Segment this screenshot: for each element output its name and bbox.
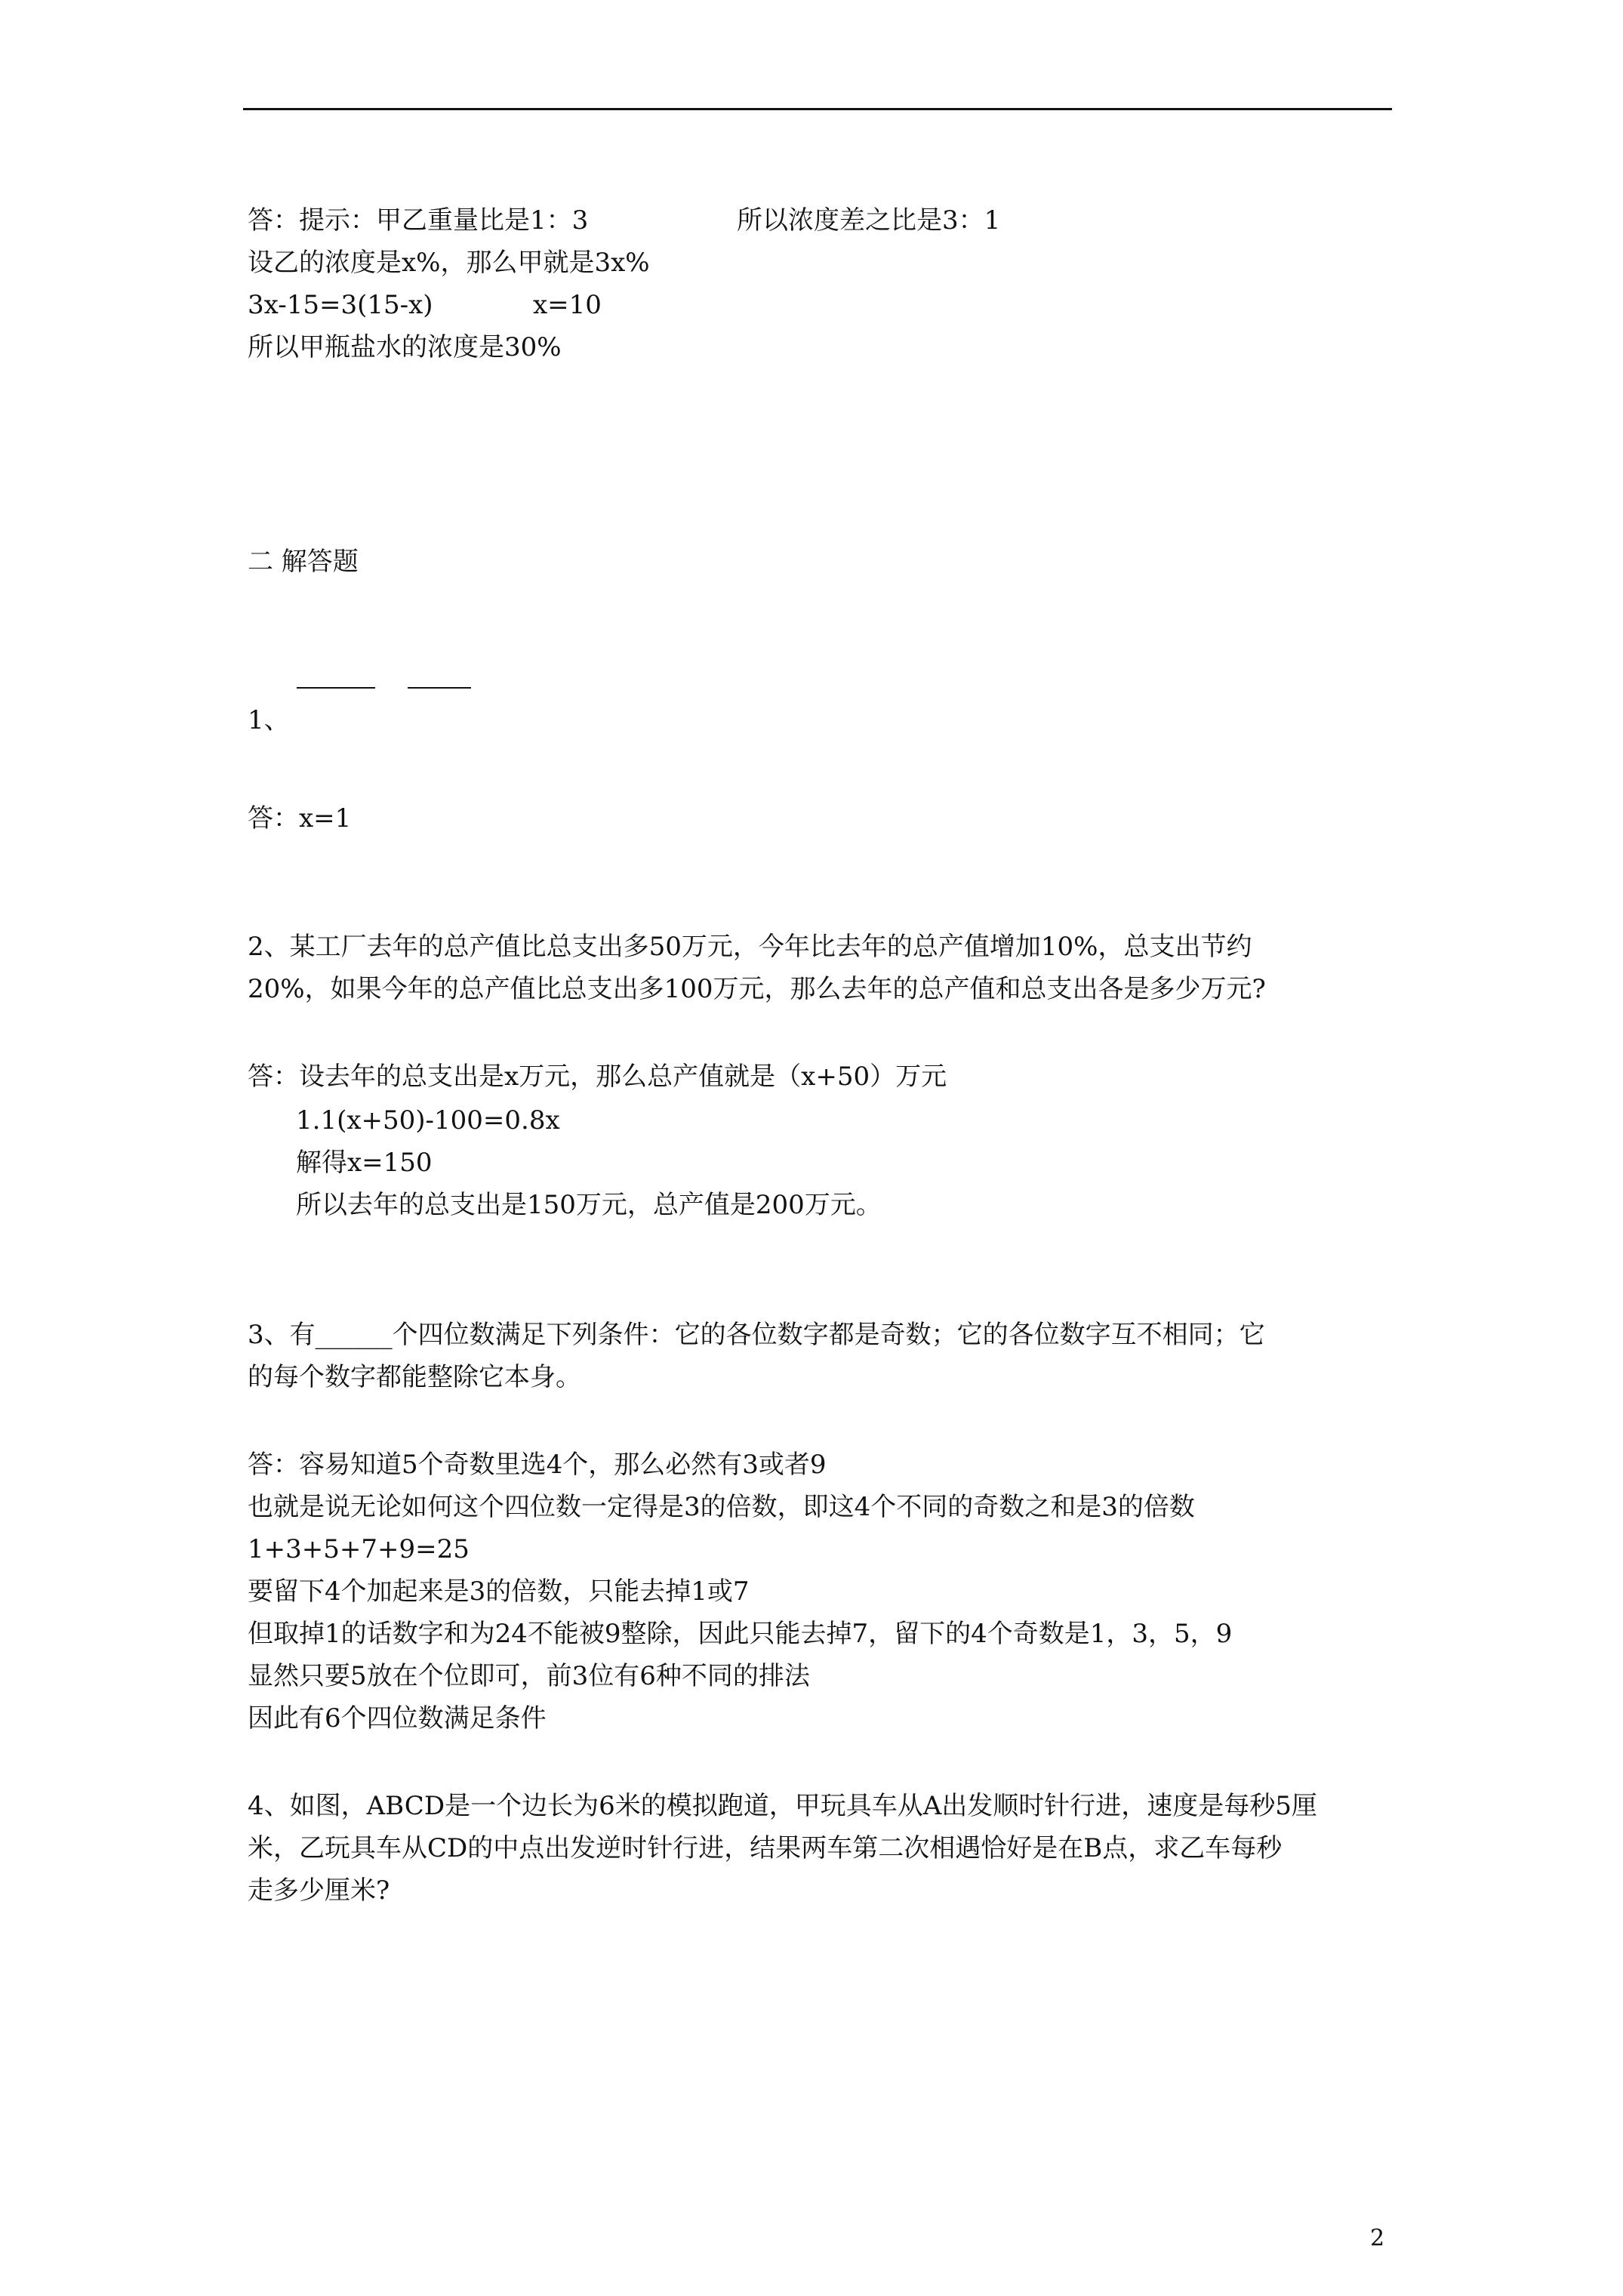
prev-answer-line-1b: 所以浓度差之比是3：1	[737, 205, 1001, 236]
q3-answer-line-1: 答：容易知道5个奇数里选4个，那么必然有3或者9	[248, 1450, 827, 1480]
q3-answer-line-6: 显然只要5放在个位即可，前3位有6种不同的排法	[248, 1661, 810, 1691]
header-rule	[243, 108, 1392, 110]
q4-text-line-3: 走多少厘米?	[248, 1875, 390, 1906]
q3-text-line-2: 的每个数字都能整除它本身。	[248, 1362, 581, 1392]
page-number: 2	[1370, 2225, 1385, 2251]
q1-fraction-bar-left	[297, 687, 375, 689]
q2-answer-line-4: 所以去年的总支出是150万元，总产值是200万元。	[296, 1190, 882, 1220]
q3-answer-line-7: 因此有6个四位数满足条件	[248, 1703, 547, 1734]
q3-answer-line-3: 1+3+5+7+9=25	[248, 1534, 470, 1564]
q1-answer: 答：x=1	[248, 803, 352, 834]
q4-text-line-1: 4、如图，ABCD是一个边长为6米的模拟跑道，甲玩具车从A出发顺时针行进，速度是每秒5厘	[248, 1791, 1317, 1821]
q2-text-line-2: 20%，如果今年的总产值比总支出多100万元，那么去年的总产值和总支出各是多少万元?	[248, 974, 1266, 1004]
prev-answer-line-4: 所以甲瓶盐水的浓度是30%	[248, 332, 562, 362]
prev-answer-line-1a: 答：提示：甲乙重量比是1：3	[248, 205, 589, 236]
section-title: 二 解答题	[248, 547, 359, 577]
q3-answer-line-2: 也就是说无论如何这个四位数一定得是3的倍数，即这4个不同的奇数之和是3的倍数	[248, 1492, 1195, 1522]
prev-answer-line-2: 设乙的浓度是x%，那么甲就是3x%	[248, 248, 650, 278]
q2-answer-line-1: 答：设去年的总支出是x万元，那么总产值就是（x+50）万元	[248, 1062, 947, 1092]
q3-answer-line-5: 但取掉1的话数字和为24不能被9整除，因此只能去掉7，留下的4个奇数是1，3，5，9	[248, 1619, 1233, 1649]
q1-fraction-bar-right	[408, 687, 471, 689]
q2-answer-line-3: 解得x=150	[296, 1148, 433, 1178]
q1-number: 1、	[248, 705, 290, 735]
q3-answer-line-4: 要留下4个加起来是3的倍数，只能去掉1或7	[248, 1576, 750, 1607]
q2-text-line-1: 2、某工厂去年的总产值比总支出多50万元，今年比去年的总产值增加10%，总支出节约	[248, 932, 1252, 962]
prev-answer-line-3a: 3x-15=3(15-x)	[248, 290, 433, 320]
q3-text-line-1: 3、有______个四位数满足下列条件：它的各位数字都是奇数；它的各位数字互不相同；它	[248, 1320, 1265, 1350]
prev-answer-line-3b: x=10	[533, 290, 602, 320]
q2-answer-line-2: 1.1(x+50)-100=0.8x	[296, 1105, 560, 1136]
q4-text-line-2: 米，乙玩具车从CD的中点出发逆时针行进，结果两车第二次相遇恰好是在B点，求乙车每秒	[248, 1833, 1283, 1863]
